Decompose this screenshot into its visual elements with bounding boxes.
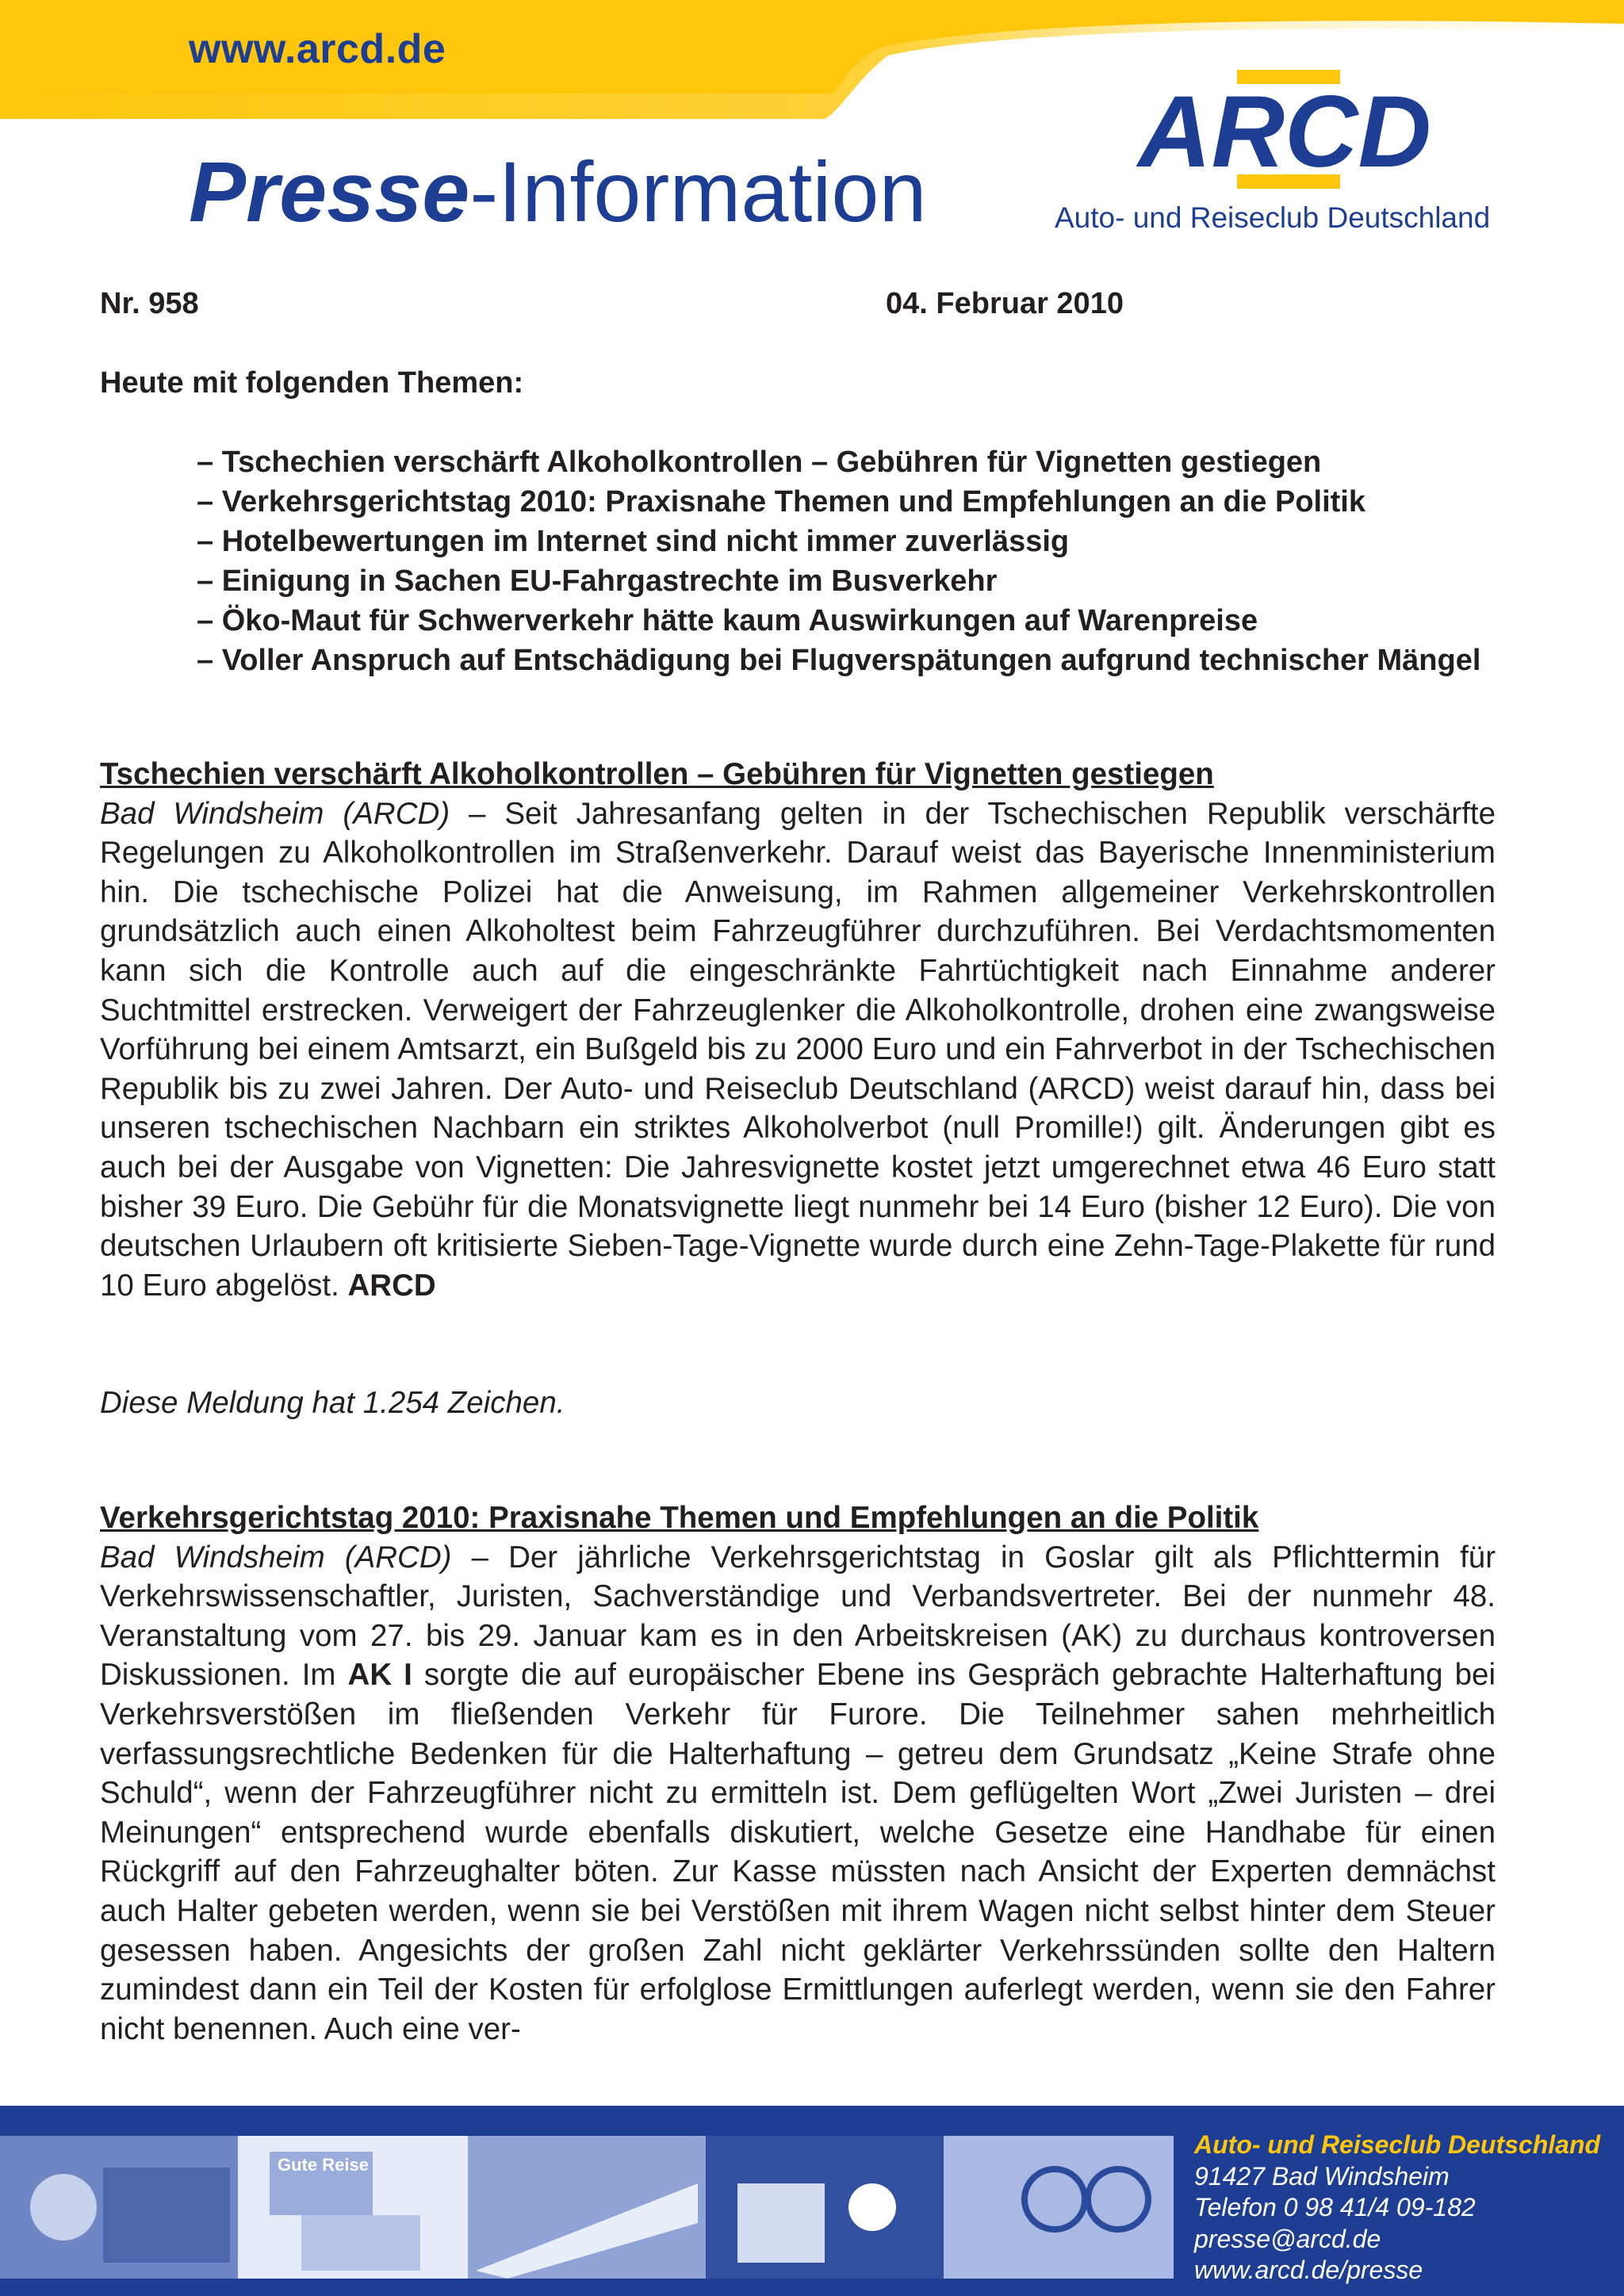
- footer-phone: Telefon 0 98 41/4 09-182: [1194, 2193, 1476, 2221]
- topic-item: – Hotelbewertungen im Internet sind nicht immer zuverlässig: [197, 525, 1070, 558]
- club-name: Auto- und Reiseclub Deutschland: [1055, 201, 1491, 234]
- footer-web[interactable]: www.arcd.de/presse: [1194, 2256, 1423, 2284]
- footer-photo-strip: [0, 2136, 1174, 2279]
- article-text: – Seit Jahresanfang gelten in der Tschechischen Republik verschärfte Regelungen zu Alkoholkontrollen im Straßenverkehr. Darauf weist das Bayerische Innenministerium hin. Die tschechische Polizei hat die Anweisung, im Rahmen allgemeiner Verkehrskontrollen grundsätzlich auch einen Alkoholtest beim Fahrzeugführer durchzuführen. Bei Verdachtsmomenten kann sich die Kontrolle auch auf die eingeschränkte Fahrtüchtigkeit nach Einnahme anderer Suchtmittel erstrecken. Verweigert der Fahrzeuglenker die Alkoholkontrolle, drohen eine zwangsweise Vorführung bei einem Amtsarzt, ein Bußgeld bis zu 2000 Euro und ein Fahrverbot in der Tschechischen Republik bis zu zwei Jahren. Der Auto- und Reiseclub Deutschland (ARCD) weist darauf hin, dass bei unseren tschechischen Nachbarn ein striktes Alkoholverbot (null Promille!) gilt. Änderungen gibt es auch bei der Ausgabe von Vignetten: Die Jahresvignette kostet jetzt umgerechnet etwa 46 Euro statt bisher 39 Euro. Die Gebühr für die Monatsvignette liegt nunmehr bei 14 Euro (bisher 12 Euro). Die von deutschen Urlaubern oft kritisierte Sieben-Tage-Vignette wurde durch eine Zehn-Tage-Plakette für rund 10 Euro abgelöst.: [100, 796, 1496, 1303]
- topic-list: [197, 442, 1513, 680]
- release-number: Nr. 958: [100, 287, 199, 320]
- footer-city: 91427 Bad Windsheim: [1194, 2161, 1450, 2191]
- article-sign: ARCD: [347, 1268, 436, 1303]
- article-headline: Verkehrsgerichtstag 2010: Praxisnahe Themen und Empfehlungen an die Politik: [100, 1501, 1259, 1535]
- article-verkehrsgerichtstag: [100, 1498, 1496, 2049]
- arcd-logo: [1086, 70, 1483, 197]
- topic-item: – Öko-Maut für Schwerverkehr hätte kaum Auswirkungen auf Warenpreise: [197, 604, 1258, 637]
- article-body: [100, 1538, 1496, 2049]
- article-alkoholkontrollen: [100, 755, 1496, 1305]
- footer: [0, 2106, 1624, 2296]
- topic-item: – Voller Anspruch auf Entschädigung bei Flugverspätungen aufgrund technischer Mängel: [197, 644, 1481, 677]
- footer-club: Auto- und Reiseclub Deutschland: [1194, 2130, 1601, 2159]
- title-rest: -Information: [469, 144, 927, 239]
- page-title: [189, 144, 927, 239]
- article-body: [100, 794, 1496, 1306]
- footer-email[interactable]: presse@arcd.de: [1194, 2224, 1381, 2253]
- article-bold-term: AK I: [347, 1658, 412, 1693]
- themes-heading: Heute mit folgenden Themen:: [100, 366, 524, 400]
- title-bold: Presse: [189, 144, 470, 239]
- topic-item: – Verkehrsgerichtstag 2010: Praxisnahe Themen und Empfehlungen an die Politik: [197, 485, 1366, 519]
- site-url[interactable]: www.arcd.de: [189, 26, 446, 72]
- logo-text: ARCD: [1138, 75, 1431, 189]
- release-date: 04. Februar 2010: [886, 287, 1124, 320]
- footer-contact: [1194, 2130, 1600, 2286]
- driver-photo-icon: [30, 2174, 97, 2241]
- guide-book-title: Gute Reise: [278, 2155, 369, 2175]
- article-dateline: Bad Windsheim (ARCD): [100, 796, 450, 831]
- article-text: – Der jährliche Verkehrsgerichtstag in Goslar gilt als Pflichttermin für Verkehrswissenschaftler, Juristen, Sachverständige und Verbandsvertreter. Bei der nunmehr 48. Veranstaltung vom 27. bis 29. Januar kam es in den Arbeitskreisen (AK) zu durchaus kontroversen Diskussionen. Im: [100, 1540, 1496, 1693]
- article-text: sorgte die auf europäischer Ebene ins Gespräch gebrachte Halterhaftung bei Verkehrsverstößen im fließenden Verkehr für Furore. Die Teilnehmer sahen mehrheitlich verfassungsrechtliche Bedenken für die Halterhaftung – getreu dem Grundsatz „Keine Strafe ohne Schuld“, wenn der Fahrzeugführer nicht zu ermitteln ist. Dem geflügelten Wort „Zwei Juristen – drei Meinungen“ entsprechend wurde ebenfalls diskutiert, welche Gesetze eine Handhabe für einen Rückgriff auf den Fahrzeughalter böten. Zur Kasse müssten nach Ansicht der Experten demnächst auch Halter gebeten werden, wenn sie bei Verstößen mit ihrem Wagen nicht selbst hinter dem Steuer gesessen haben. Angesichts der großen Zahl nicht geklärter Verkehrssünden sollte den Haltern zumindest dann ein Teil der Kosten für erfolglose Ermittlungen auferlegt werden, wenn sie den Fahrer nicht benennen. Auch eine ver-: [100, 1658, 1496, 2046]
- topic-item: – Tschechien verschärft Alkoholkontrollen – Gebühren für Vignetten gestiegen: [197, 446, 1322, 479]
- article-dateline: Bad Windsheim (ARCD): [100, 1540, 452, 1575]
- character-count-note: Diese Meldung hat 1.254 Zeichen.: [100, 1386, 565, 1420]
- topic-item: – Einigung in Sachen EU-Fahrgastrechte im Busverkehr: [197, 564, 998, 598]
- article-headline: Tschechien verschärft Alkoholkontrollen – Gebühren für Vignetten gestiegen: [100, 757, 1214, 791]
- rescue-photo-icon: [737, 2183, 825, 2263]
